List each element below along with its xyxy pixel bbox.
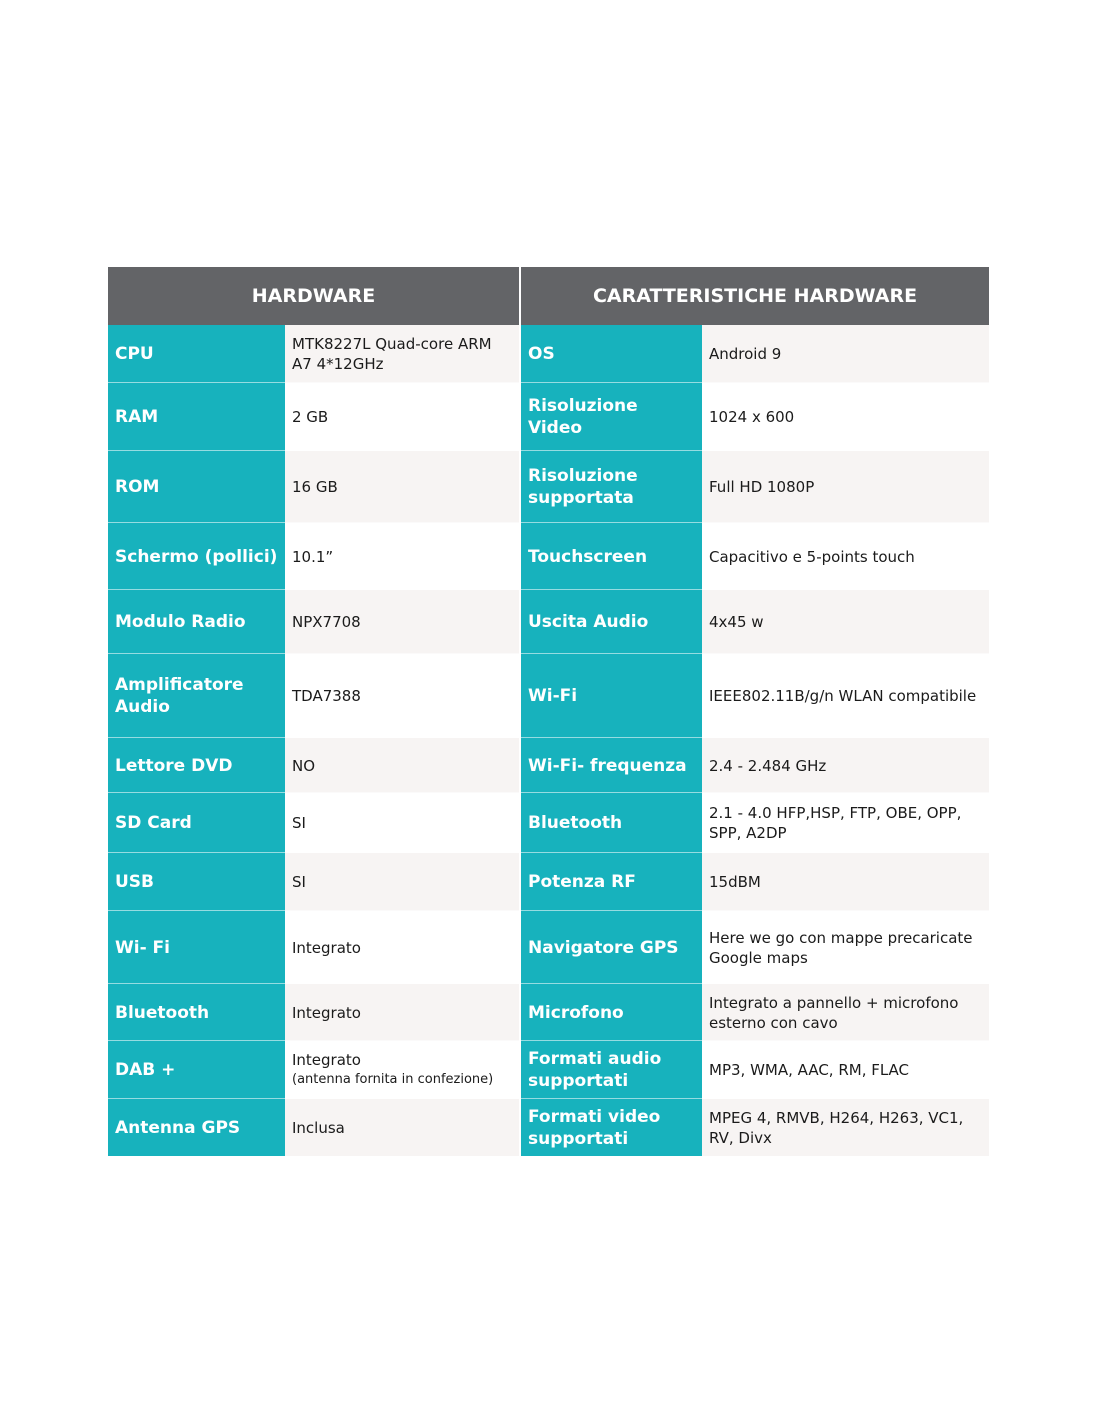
feature-value-text: Here we go con mappe precaricate Google maps: [709, 928, 973, 967]
hardware-label-text: Modulo Radio: [115, 612, 246, 632]
hardware-label: [108, 1041, 285, 1099]
table-row: [108, 1041, 989, 1099]
hardware-value: [285, 793, 519, 853]
feature-label: [521, 853, 702, 911]
hardware-value-note: (antenna fornita in confezione): [292, 1072, 494, 1087]
hardware-label-text: Antenna GPS: [115, 1117, 241, 1138]
hardware-value: [285, 853, 519, 911]
feature-label-text: OS: [528, 344, 555, 364]
hardware-label-text: Schermo (pollici): [115, 546, 278, 567]
feature-label: [521, 654, 702, 738]
hardware-value-text: Inclusa: [292, 1118, 345, 1137]
hardware-value: [285, 383, 519, 451]
feature-label: [521, 383, 702, 451]
hardware-label: [108, 654, 285, 738]
feature-label-text: Risoluzione Video: [528, 396, 638, 438]
hardware-value: [285, 325, 519, 383]
feature-value-text: Full HD 1080P: [709, 478, 815, 496]
hardware-label: [108, 984, 285, 1041]
hardware-label-text: Lettore DVD: [115, 755, 233, 776]
feature-label: [521, 451, 702, 523]
feature-label: [521, 325, 702, 383]
table-row: [108, 325, 989, 383]
table-row: [108, 738, 989, 793]
feature-value: [702, 984, 989, 1041]
hardware-label-text: CPU: [115, 344, 154, 364]
feature-value-text: 2.1 - 4.0 HFP,HSP, FTP, OBE, OPP, SPP, A2DP: [709, 804, 962, 842]
feature-label-text: Touchscreen: [528, 546, 648, 567]
hardware-value-text: Integrato: [292, 1003, 361, 1022]
feature-value: [702, 793, 989, 853]
feature-label-text: Microfono: [528, 1002, 624, 1023]
feature-value: [702, 1099, 989, 1156]
table-row: [108, 451, 989, 523]
table-row: [108, 590, 989, 654]
feature-value: [702, 853, 989, 911]
feature-value-text: MPEG 4, RMVB, H264, H263, VC1, RV, Divx: [709, 1108, 964, 1147]
hardware-value-text: MTK8227L Quad-core ARM A7 4*12GHz: [292, 335, 492, 373]
feature-label: [521, 1041, 702, 1099]
feature-value: [702, 1041, 989, 1099]
table-header: [108, 267, 989, 325]
feature-label: [521, 1099, 702, 1156]
feature-label-text: Wi-Fi: [528, 686, 578, 706]
spec-table: [108, 267, 989, 1156]
table-row: [108, 654, 989, 738]
feature-label-text: Formati video supportati: [528, 1106, 661, 1149]
hardware-value-text: Integrato: [292, 1051, 361, 1069]
hardware-value-text: Integrato: [292, 938, 361, 957]
feature-label: [521, 911, 702, 984]
hardware-label-text: RAM: [115, 407, 159, 427]
hardware-label: [108, 325, 285, 383]
feature-value: [702, 590, 989, 654]
feature-value: [702, 451, 989, 523]
hardware-label: [108, 451, 285, 523]
hardware-value: [285, 911, 519, 984]
hardware-value: [285, 590, 519, 654]
hardware-value-text: 2 GB: [292, 408, 329, 426]
table-row: [108, 911, 989, 984]
hardware-value-text: NO: [292, 756, 316, 775]
feature-label: [521, 738, 702, 793]
hardware-value: [285, 984, 519, 1041]
feature-value: [702, 738, 989, 793]
hardware-label-text: DAB +: [115, 1060, 176, 1080]
hardware-label-text: Amplificatore Audio: [115, 675, 244, 717]
feature-value-text: 2.4 - 2.484 GHz: [709, 756, 827, 775]
feature-value-text: 15dBM: [709, 873, 761, 891]
feature-value: [702, 383, 989, 451]
feature-label-text: Bluetooth: [528, 813, 623, 833]
hardware-label-text: Wi- Fi: [115, 937, 170, 958]
table-body: [108, 325, 989, 1156]
table-row: [108, 1099, 989, 1156]
table-row: [108, 383, 989, 451]
feature-label: [521, 793, 702, 853]
hardware-value-stack: [292, 1050, 493, 1090]
feature-label: [521, 590, 702, 654]
feature-value-text: Capacitivo e 5-points touch: [709, 547, 915, 566]
hardware-value-text: TDA7388: [292, 687, 361, 705]
hardware-label: [108, 383, 285, 451]
hardware-value-text: NPX7708: [292, 613, 361, 631]
feature-label: [521, 523, 702, 590]
table-row: [108, 984, 989, 1041]
feature-label-text: Potenza RF: [528, 872, 636, 892]
feature-value: [702, 654, 989, 738]
hardware-value-text: 16 GB: [292, 478, 338, 496]
hardware-value: [285, 1041, 519, 1099]
feature-label-text: Risoluzione supportata: [528, 466, 638, 508]
hardware-label: [108, 853, 285, 911]
hardware-value-text: SI: [292, 873, 306, 891]
hardware-label-text: SD Card: [115, 813, 192, 833]
hardware-label: [108, 1099, 285, 1156]
hardware-value-text: 10.1”: [292, 547, 334, 566]
feature-label-text: Formati audio supportati: [528, 1049, 662, 1091]
hardware-label-text: ROM: [115, 477, 160, 497]
feature-label: [521, 984, 702, 1041]
hardware-label: [108, 793, 285, 853]
feature-label-text: Uscita Audio: [528, 612, 649, 632]
hardware-label-text: USB: [115, 872, 155, 892]
hardware-value: [285, 1099, 519, 1156]
feature-value-text: 4x45 w: [709, 613, 764, 631]
table-row: [108, 853, 989, 911]
hardware-label: [108, 738, 285, 793]
table-row: [108, 793, 989, 853]
hardware-value: [285, 654, 519, 738]
hardware-value-text: SI: [292, 814, 306, 832]
feature-value: [702, 523, 989, 590]
hardware-label: [108, 911, 285, 984]
feature-label-text: Navigatore GPS: [528, 937, 679, 958]
feature-value-text: Integrato a pannello + microfono esterno con cavo: [709, 993, 959, 1032]
feature-value: [702, 325, 989, 383]
hardware-label: [108, 590, 285, 654]
hardware-label: [108, 523, 285, 590]
feature-value-text: MP3, WMA, AAC, RM, FLAC: [709, 1061, 910, 1079]
header-hardware-features: CARATTERISTICHE HARDWARE: [521, 267, 989, 325]
hardware-value: [285, 451, 519, 523]
hardware-label-text: Bluetooth: [115, 1002, 210, 1023]
feature-value-text: IEEE802.11B/g/n WLAN compatibile: [709, 687, 977, 705]
header-hardware: HARDWARE: [108, 267, 519, 325]
feature-value: [702, 911, 989, 984]
feature-label-text: Wi-Fi- frequenza: [528, 755, 687, 776]
feature-value-text: 1024 x 600: [709, 408, 795, 426]
hardware-value: [285, 738, 519, 793]
table-row: [108, 523, 989, 590]
feature-value-text: Android 9: [709, 345, 782, 363]
hardware-value: [285, 523, 519, 590]
